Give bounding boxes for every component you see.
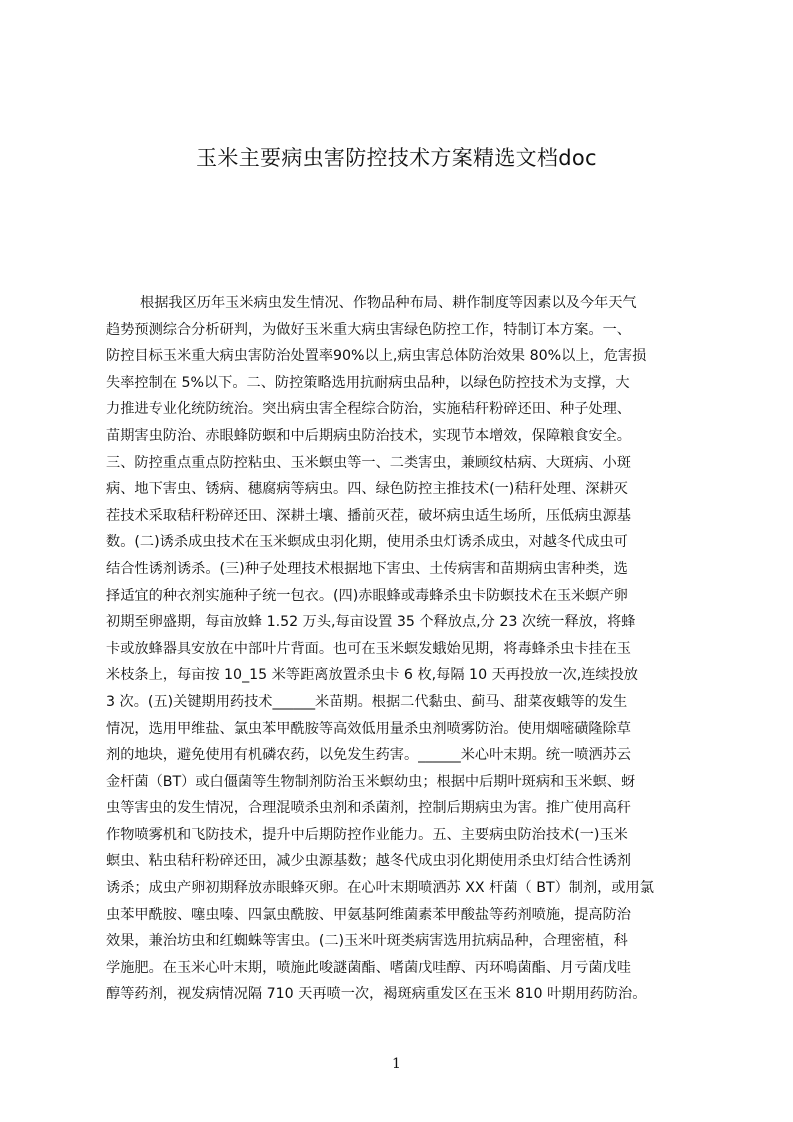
body-text-line: 失率控制在 5%以下。二、防控策略选用抗耐病虫品种，以绿色防控技术为支撑，大 [106,374,630,391]
body-text-line: 苗期害虫防治、赤眼蜂防螟和中后期病虫防治技术，实现节本增效，保障粮食安全。 [106,427,631,444]
body-text-line: 虫苯甲酰胺、噻虫嗪、四氯虫酰胺、甲氨基阿维菌素苯甲酸盐等药剂喷施，提高防治 [106,906,631,923]
body-text-line: 米枝条上，每亩按 10_15 米等距离放置杀虫卡 6 枚,每隔 10 天再投放一次,连续投放 [106,667,638,684]
body-text-line: 剂的地块，避免使用有机磷农药，以免发生药害。______米心叶末期。统一喷洒苏云 [106,747,631,764]
body-text-line: 趋势预测综合分析研判，为做好玉米重大病虫害绿色防控工作，特制订本方案。一、 [106,321,631,338]
body-text-line: 情况，选用甲维盐、氯虫苯甲酰胺等高效低用量杀虫剂喷雾防治。使用烟嘧磺隆除草 [106,720,631,737]
body-text-line: 诱杀；成虫产卵初期释放赤眼蜂灭卵。在心叶末期喷洒苏 XX 杆菌（ BT）制剂，或用氯 [106,880,654,897]
body-text-line: 学施肥。在玉米心叶末期，喷施此唆謎菌酯、嗜菌戊哇醇、丙环鳴菌酯、月亏菌戊哇 [106,959,631,976]
body-text-line: 数。(二)诱杀成虫技术在玉米螟成虫羽化期，使用杀虫灯诱杀成虫，对越冬代成虫可 [106,534,628,551]
body-text-line: 根据我区历年玉米病虫发生情况、作物品种布局、耕作制度等因素以及今年天气 [140,295,637,311]
body-text-line: 醇等药剂，视发病情况隔 710 天再喷一次，褐斑病重发区在玉米 810 叶期用药防治。 [106,986,647,1003]
body-text-line: 螟虫、粘虫秸秆粉碎还田，减少虫源基数；越冬代成虫羽化期使用杀虫灯结合性诱剂 [106,853,631,870]
body-text-line: 效果，兼治坊虫和红蜘蛛等害虫。(二)玉米叶斑类病害选用抗病品种，合理密植，科 [106,933,628,950]
body-text-line: 3 次。(五)关键期用药技术______米苗期。根据二代黏虫、蓟马、甜菜夜蛾等的发生 [106,693,628,710]
document-title: 玉米主要病虫害防控技术方案精选文档doc [196,146,597,170]
body-text-line: 作物喷雾机和飞防技术，提升中后期防控作业能力。五、主要病虫防治技术(一)玉米 [106,826,628,843]
body-text-line: 结合性诱剂诱杀。(三)种子处理技术根据地下害虫、土传病害和苗期病虫害种类，选 [106,560,628,577]
body-text-line: 病、地下害虫、锈病、穗腐病等病虫。四、绿色防控主推技术(一)秸秆处理、深耕灭 [106,481,628,498]
body-text-line: 三、防控重点重点防控粘虫、玉米螟虫等一、二类害虫，兼顾纹枯病、大斑病、小斑 [106,454,631,471]
body-text-line: 防控目标玉米重大病虫害防治处置率90%以上,病虫害总体防治效果 80%以上，危害损 [106,348,647,365]
body-text-line: 力推进专业化统防统治。突出病虫害全程综合防治，实施秸秆粉碎还田、种子处理、 [106,401,631,418]
body-text-line: 初期至卵盛期，每亩放蜂 1.52 万头,每亩设置 35 个释放点,分 23 次统一释放，将蜂 [106,614,636,631]
page-number: 1 [392,1056,401,1072]
body-paragraph [106,290,698,1020]
body-text-line: 金杆菌（BT）或白僵菌等生物制剂防治玉米螟幼虫；根据中后期叶斑病和玉米螟、蚜 [106,773,636,790]
body-text-line: 卡或放蜂器具安放在中部叶片背面。也可在玉米螟发蛾始见期，将毒蜂杀虫卡挂在玉 [106,640,631,657]
body-text-line: 虫等害虫的发生情况，合理混喷杀虫剂和杀菌剂，控制后期病虫为害。推广使用高秆 [106,800,631,817]
body-text-line: 茬技术采取秸秆粉碎还田、深耕土壤、播前灭茬，破坏病虫适生场所，压低病虫源基 [106,507,631,524]
body-text-line: 择适宜的种衣剂实施种子统一包衣。(四)赤眼蜂或毒蜂杀虫卡防螟技术在玉米螟产卵 [106,587,628,604]
